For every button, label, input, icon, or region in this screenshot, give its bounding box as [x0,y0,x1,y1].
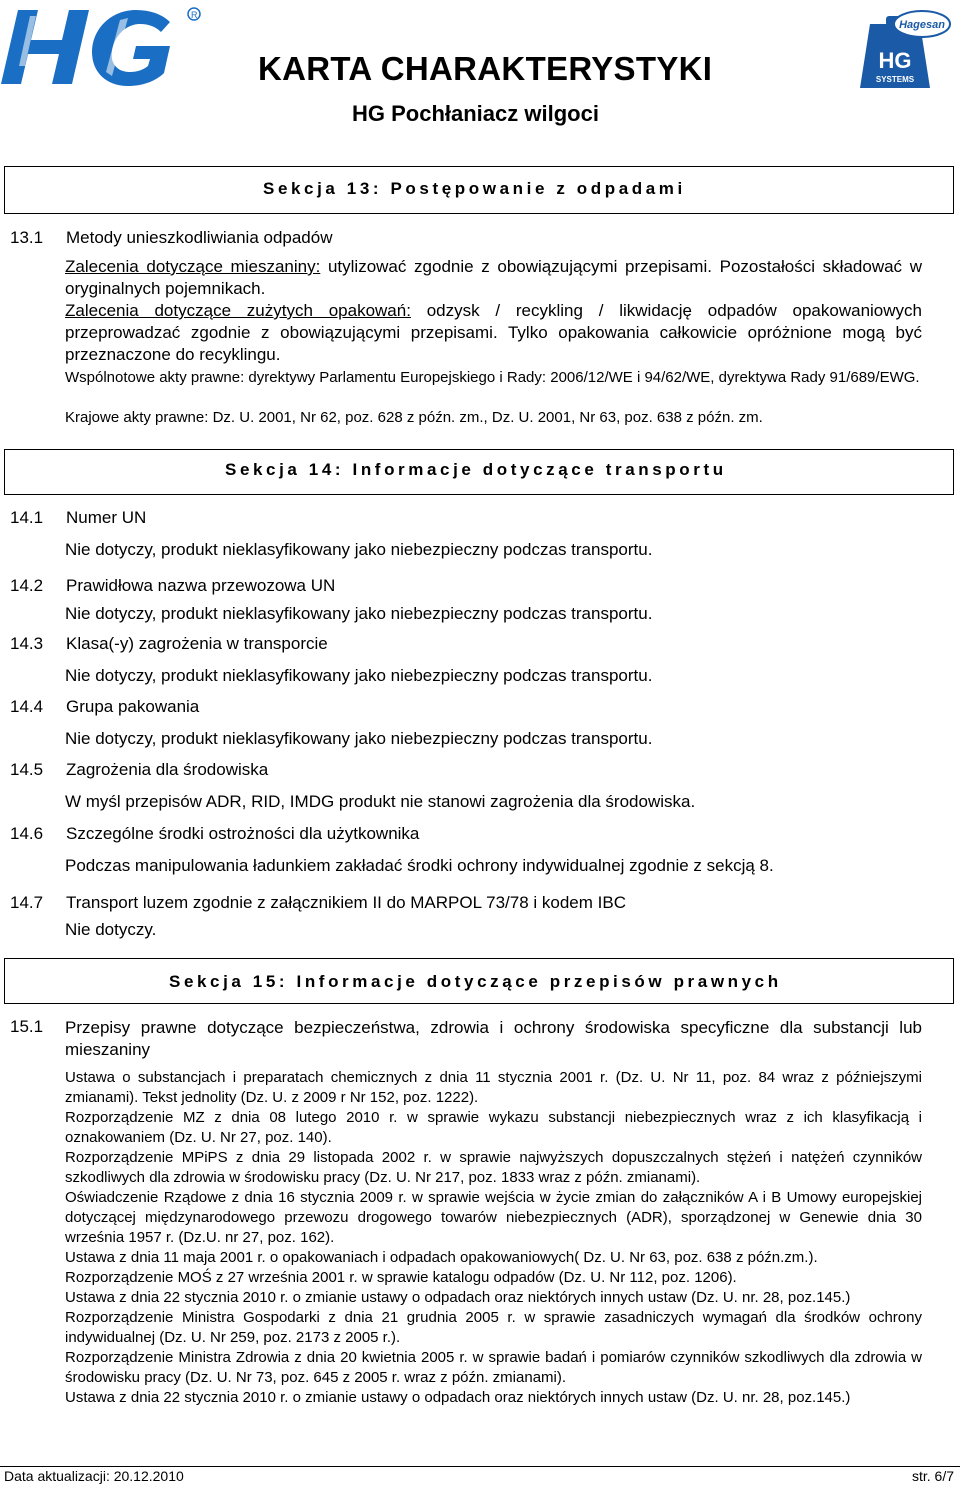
subsection-15-1 [10,1017,922,1061]
subsection-text: Nie dotyczy. [65,920,157,939]
subsection-number: 14.1 [10,508,44,527]
national-legal-acts: Krajowe akty prawne: Dz. U. 2001, Nr 62, poz. 628 z późn. zm., Dz. U. 2001, Nr 63, poz. 638 z późn. zm. [65,409,763,426]
packaging-recommendation [65,300,922,366]
subsection-number: 14.6 [10,824,44,843]
subsection-text: Nie dotyczy, produkt nieklasyfikowany jako niebezpieczny podczas transportu. [65,666,653,685]
subsection-title: Przepisy prawne dotyczące bezpieczeństwa, zdrowia i ochrony środowiska specyficzne dla substancji lub mieszaniny [65,1018,922,1059]
subsection-title: Prawidłowa nazwa przewozowa UN [66,576,336,595]
section-13-header [4,166,954,214]
subsection-title: Transport luzem zgodnie z załącznikiem II do MARPOL 73/78 i kodem IBC [66,893,626,912]
subsection-title: Klasa(-y) zagrożenia w transporcie [66,634,328,653]
list-item: Rozporządzenie MPiPS z dnia 29 listopada 2002 r. w sprawie najwyższych dopuszczalnych stężeń i natężeń czynników szkodliwych dla zdrowia w środowisku pracy (Dz. U. Nr 217, poz. 1833 wraz z późn. zmianami). [65,1149,922,1186]
subsection-number: 14.7 [10,893,44,912]
list-item: Ustawa o substancjach i preparatach chemicznych z dnia 11 stycznia 2001 r. (Dz. U. Nr 11, poz. 84 wraz z późniejszymi zmianami). Tekst jednolity (Dz. U. z 2009 r Nr 152, poz. 1222). [65,1069,922,1106]
list-item: Ustawa z dnia 22 stycznia 2010 r. o zmianie ustawy o odpadach oraz niektórych innych ustaw (Dz. U. nr. 28, poz.145.) [65,1289,851,1306]
subsection-title: Numer UN [66,508,147,527]
page-number: str. 6/7 [911,1468,954,1484]
registered-icon: R [191,10,198,20]
subsection-text: Nie dotyczy, produkt nieklasyfikowany jako niebezpieczny podczas transportu. [65,604,653,623]
svg-text:Hagesan: Hagesan [899,19,945,31]
eu-legal-acts: Wspólnotowe akty prawne: dyrektywy Parlamentu Europejskiego i Rady: 2006/12/WE i 94/62/WE, dyrektywa Rady 91/689/EWG. [65,369,920,386]
subsection-number: 14.3 [10,634,44,653]
section-14-header [4,449,954,495]
list-item: Rozporządzenie Ministra Gospodarki z dnia 21 grudnia 2005 r. w sprawie zasadniczych wymagań dla środków ochrony indywidualnej (Dz. U. Nr 259, poz. 2173 z 2005 r.). [65,1309,922,1346]
footer-divider [0,1466,960,1467]
hagesan-logo [836,4,954,90]
section-15-header [4,958,954,1004]
list-item: Rozporządzenie MZ z dnia 08 lutego 2010 r. w sprawie wykazu substancji niebezpiecznych wraz z ich klasyfikacją i oznakowaniem (Dz. U. Nr 27, poz. 140). [65,1109,922,1146]
hg-logo [0,0,210,96]
update-date: Data aktualizacji: 20.12.2010 [4,1468,184,1484]
waste-mixture-recommendation [65,256,922,300]
subsection-title: Szczególne środki ostrożności dla użytkownika [66,824,420,843]
list-item: Oświadczenie Rządowe z dnia 16 stycznia 2009 r. w sprawie wejścia w życie zmian do załączników A i B Umowy europejskiej dotyczącej międzynarodowego przewozu drogowego towarów niebezpiecznych (ADR), sporządzonej w Genewie dnia 30 września 1957 r. (Dz.U. nr 27, poz. 162). [65,1189,922,1246]
legal-regulations-list [65,1068,922,1408]
list-item: Ustawa z dnia 22 stycznia 2010 r. o zmianie ustawy o odpadach oraz niektórych innych ustaw (Dz. U. nr. 28, poz.145.) [65,1389,851,1406]
section-13-title: Sekcja 13: Postępowanie z odpadami [263,179,686,198]
subsection-title: Grupa pakowania [66,697,200,716]
subsection-text: Nie dotyczy, produkt nieklasyfikowany jako niebezpieczny podczas transportu. [65,540,653,559]
subsection-text: W myśl przepisów ADR, RID, IMDG produkt nie stanowi zagrożenia dla środowiska. [65,792,696,811]
list-item: Rozporządzenie MOŚ z 27 września 2001 r. w sprawie katalogu odpadów (Dz. U. Nr 112, poz. 1206). [65,1269,737,1286]
subsection-text: Nie dotyczy, produkt nieklasyfikowany jako niebezpieczny podczas transportu. [65,729,653,748]
document-title: KARTA CHARAKTERYSTYKI [258,50,713,87]
mixture-recommendation-text: utylizować zgodnie z obowiązującymi przepisami. Pozostałości składować w oryginalnych pojemnikach. [65,257,922,298]
svg-text:HG: HG [878,48,912,73]
svg-text:SYSTEMS: SYSTEMS [875,75,915,84]
subsection-number: 14.5 [10,760,44,779]
subsection-number: 14.4 [10,697,44,716]
subsection-number: 14.2 [10,576,44,595]
document-subtitle: HG Pochłaniacz wilgoci [352,101,599,126]
subsection-title: Metody unieszkodliwiania odpadów [66,228,333,247]
list-item: Rozporządzenie Ministra Zdrowia z dnia 20 kwietnia 2005 r. w sprawie badań i pomiarów czynników szkodliwych dla zdrowia w środowisku pracy (Dz. U. Nr 73, poz. 645 z 2005 r. wraz z późn. zmianami). [65,1349,922,1386]
subsection-number: 15.1 [10,1017,44,1036]
list-item: Ustawa z dnia 11 maja 2001 r. o opakowaniach i odpadach opakowaniowych( Dz. U. Nr 63, poz. 638 z późn.zm.). [65,1249,818,1266]
packaging-recommendation-lead: Zalecenia dotyczące zużytych opakowań: [65,301,411,320]
subsection-title: Zagrożenia dla środowiska [66,760,269,779]
mixture-recommendation-lead: Zalecenia dotyczące mieszaniny: [65,257,321,276]
section-15-title: Sekcja 15: Informacje dotyczące przepisów prawnych [169,972,782,991]
section-14-title: Sekcja 14: Informacje dotyczące transportu [225,460,727,479]
packaging-recommendation-text: odzysk / recykling / likwidację odpadów opakowaniowych przeprowadzać zgodnie z obowiązującymi przepisami. Tylko opakowania całkowicie opróżnione mogą być przeznaczone do recyklingu. [65,301,922,364]
subsection-text: Podczas manipulowania ładunkiem zakładać środki ochrony indywidualnej zgodnie z sekcją 8. [65,856,774,875]
subsection-number: 13.1 [10,228,44,247]
